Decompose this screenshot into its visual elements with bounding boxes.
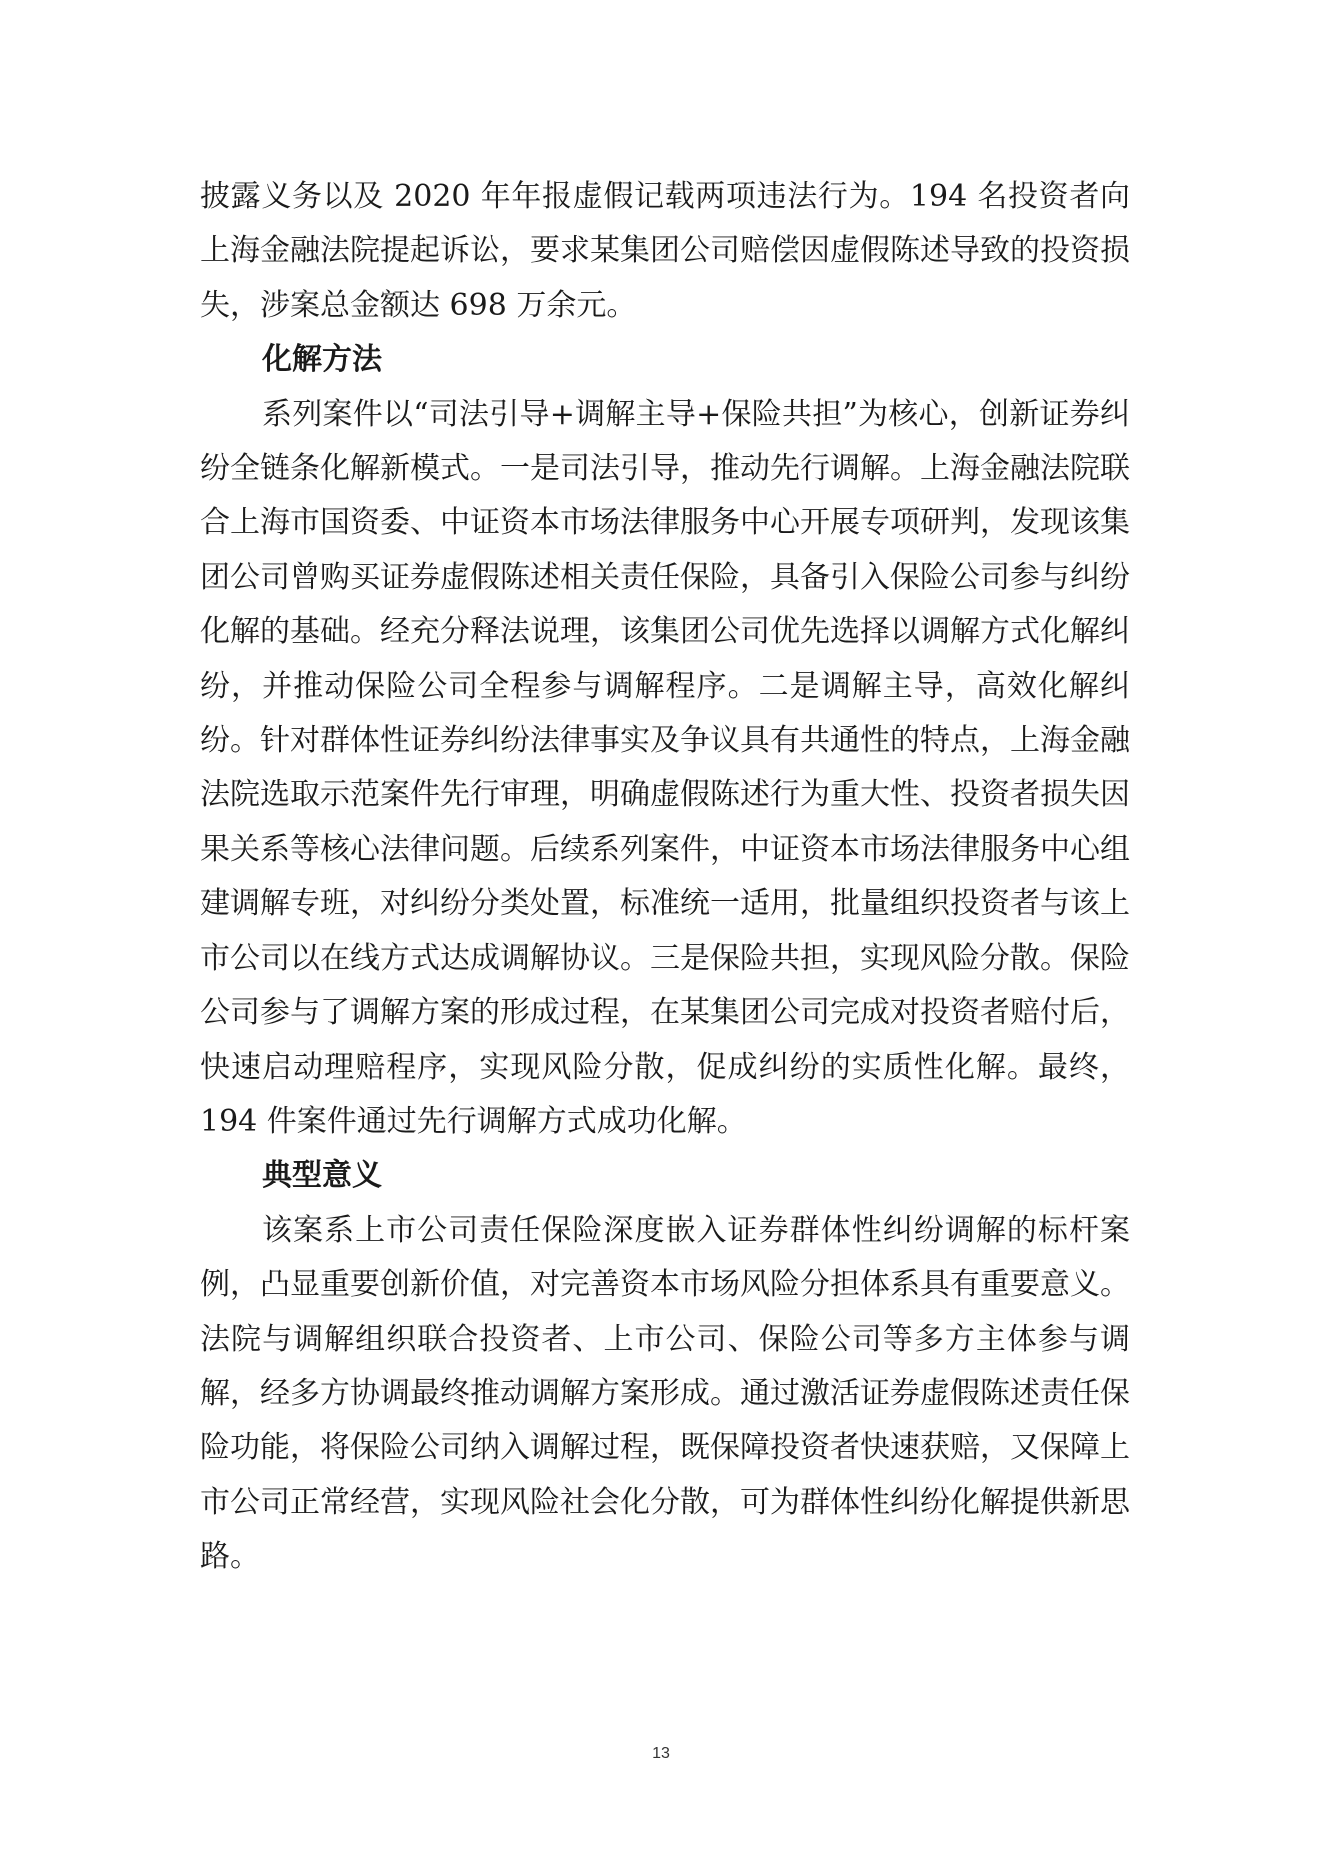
document-body: [200, 170, 1130, 1585]
section-heading-method: 化解方法: [262, 342, 382, 378]
page-number: 13: [652, 1745, 670, 1762]
paragraph-significance: 该案系上市公司责任保险深度嵌入证券群体性纠纷调解的标杆案例，凸显重要创新价值，对完善资本市场风险分担体系具有重要意义。法院与调解组织联合投资者、上市公司、保险公司等多方主体参与调解，经多方协调最终推动调解方案形成。通过激活证券虚假陈述责任保险功能，将保险公司纳入调解过程，既保障投资者快速获赔，又保障上市公司正常经营，实现风险社会化分散，可为群体性纠纷化解提供新思路。: [200, 1212, 1130, 1575]
paragraph-method: 系列案件以“司法引导+调解主导+保险共担”为核心，创新证券纠纷全链条化解新模式。一是司法引导，推动先行调解。上海金融法院联合上海市国资委、中证资本市场法律服务中心开展专项研判，发现该集团公司曾购买证券虚假陈述相关责任保险，具备引入保险公司参与纠纷化解的基础。经充分释法说理，该集团公司优先选择以调解方式化解纠纷，并推动保险公司全程参与调解程序。二是调解主导，高效化解纠纷。针对群体性证券纠纷法律事实及争议具有共通性的特点，上海金融法院选取示范案件先行审理，明确虚假陈述行为重大性、投资者损失因果关系等核心法律问题。后续系列案件，中证资本市场法律服务中心组建调解专班，对纠纷分类处置，标准统一适用，批量组织投资者与该上市公司以在线方式达成调解协议。三是保险共担，实现风险分散。保险公司参与了调解方案的形成过程，在某集团公司完成对投资者赔付后，快速启动理赔程序，实现风险分散，促成纠纷的实质性化解。最终，194 件案件通过先行调解方式成功化解。: [200, 396, 1130, 1139]
section-heading-significance: 典型意义: [262, 1158, 382, 1194]
paragraph-intro: 披露义务以及 2020 年年报虚假记载两项违法行为。194 名投资者向上海金融法院提起诉讼，要求某集团公司赔偿因虚假陈述导致的投资损失，涉案总金额达 698 万余元。: [200, 179, 1130, 323]
